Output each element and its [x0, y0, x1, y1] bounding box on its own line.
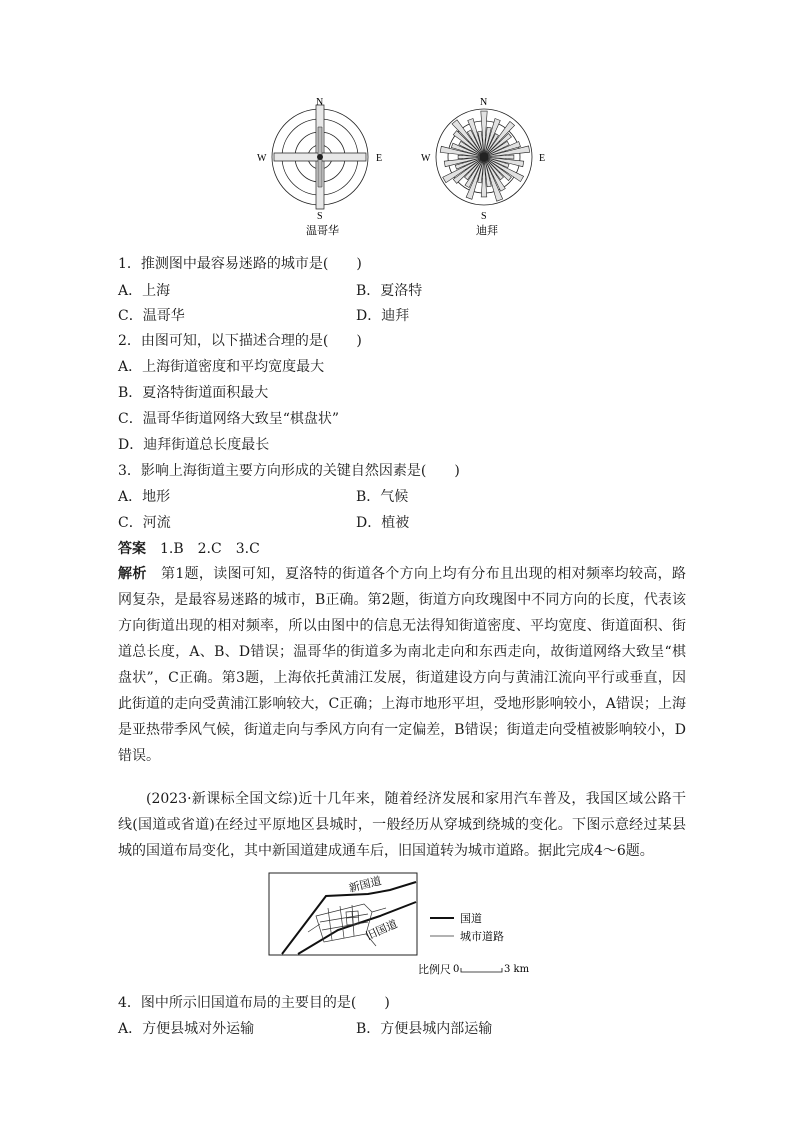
rose-dubai	[436, 109, 532, 205]
q3-option-b: B．气候	[356, 489, 409, 505]
compass-n-left: N	[316, 97, 324, 108]
q2-option-c: C．温哥华街道网络大致呈“棋盘状”	[118, 411, 340, 427]
answer-line	[118, 540, 260, 558]
q3-stem: 3．影响上海街道主要方向形成的关键自然因素是( )	[118, 463, 460, 479]
legend-city-text: 城市道路	[460, 930, 504, 943]
rose-vancouver	[272, 105, 368, 209]
caption-dubai: 迪拜	[476, 224, 498, 237]
compass-e-right: E	[539, 153, 546, 164]
answer-label: 答案	[118, 541, 146, 557]
new-road-label: 新国道	[347, 874, 383, 895]
q1-stem: 1．推测图中最容易迷路的城市是( )	[118, 256, 362, 272]
analysis-label: 解析	[118, 566, 147, 582]
analysis-paragraph	[118, 561, 686, 769]
answer-text: 1.B 2.C 3.C	[160, 541, 260, 557]
q2-option-b: B．夏洛特街道面积最大	[118, 385, 269, 401]
scale-bar	[461, 968, 502, 972]
compass-s-left: S	[317, 211, 323, 222]
q3-option-a: A．地形	[118, 489, 171, 505]
q3-option-c: C．河流	[118, 515, 171, 531]
q1-option-a: A．上海	[118, 283, 171, 299]
q3-option-d: D．植被	[356, 515, 410, 531]
scale-zero: 0	[453, 964, 460, 975]
q2-stem: 2．由图可知，以下描述合理的是( )	[118, 333, 362, 349]
q4-stem: 4．图中所示旧国道布局的主要目的是( )	[118, 995, 390, 1011]
compass-w-right: W	[421, 153, 431, 164]
q1-option-c: C．温哥华	[118, 308, 185, 324]
rose-diagram-figure	[250, 92, 550, 242]
scale-end: 3 km	[504, 964, 530, 975]
compass-w-left: W	[257, 153, 267, 164]
q1-option-b: B．夏洛特	[356, 283, 423, 299]
analysis-text: 第1题，读图可知，夏洛特的街道各个方向上均有分布且出现的相对频率均较高，路网复杂，是最容易迷路的城市，B正确。第2题，街道方向玫瑰图中不同方向的长度，代表该方向街道出现的相对频率，所以由图中的信息无法得知街道密度、平均宽度、街道面积、街道总长度，A、B、D错误；温哥华的街道多为南北走向和东西走向，故街道网络大致呈“棋盘状”，C正确。第3题，上海依托黄浦江发展，街道建设方向与黄浦江流向平行或垂直，因此街道的走向受黄浦江影响较大，C正确；上海市地形平坦，受地形影响较小，A错误；上海是亚热带季风气候，街道走向与季风方向有一定偏差，B错误；街道走向受植被影响较小，D错误。	[118, 566, 687, 764]
compass-e-left: E	[376, 153, 383, 164]
q2-option-d: D．迪拜街道总长度最长	[118, 437, 270, 453]
q4-option-a: A．方便县城对外运输	[118, 1021, 255, 1037]
intro-text: 近十几年来，随着经济发展和家用汽车普及，我国区域公路干线(国道或省道)在经过平原地区县城时，一般经历从穿城到绕城的变化。下图示意经过某县城的国道布局变化，其中新国道建成通车后，旧国道转为城市道路。据此完成4～6题。	[118, 791, 686, 859]
caption-vancouver: 温哥华	[306, 224, 339, 237]
old-road-label: 旧国道	[363, 917, 400, 943]
q1-option-d: D．迪拜	[356, 308, 410, 324]
compass-n-right: N	[480, 97, 488, 108]
q4-option-b: B．方便县城内部运输	[356, 1021, 493, 1037]
scale-label: 比例尺	[418, 963, 451, 976]
compass-s-right: S	[481, 211, 487, 222]
intro-paragraph	[118, 786, 686, 864]
legend-national-text: 国道	[460, 912, 482, 925]
county-road-map	[268, 872, 540, 984]
intro-source: (2023·新课标全国文综)	[146, 791, 298, 807]
q2-option-a: A．上海街道密度和平均宽度最大	[118, 359, 325, 375]
